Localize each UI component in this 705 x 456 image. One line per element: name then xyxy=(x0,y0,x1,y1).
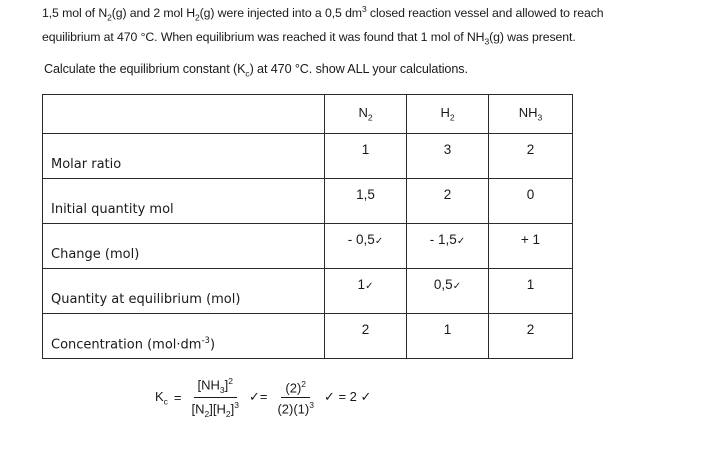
fraction-numerator: $(2)^2$ xyxy=(281,379,310,398)
fraction-denominator: $[N_2][H_2]^3$ xyxy=(191,399,239,419)
table-row-molar-ratio xyxy=(43,134,573,179)
header-blank xyxy=(43,95,325,134)
row-label: Quantity at equilibrium (mol) xyxy=(43,269,325,314)
cell-h2: 3 xyxy=(407,134,489,179)
cell-n2: 1,5 xyxy=(325,179,407,224)
kc-expression-fraction xyxy=(188,376,243,419)
q2-part: (g) was present. xyxy=(489,29,576,44)
table-row-initial-quantity xyxy=(43,179,573,224)
question-line-2 xyxy=(42,28,702,51)
q1-sub: 2 xyxy=(107,12,112,23)
row-label: Concentration $(mol\cdot dm^{-3})$ xyxy=(43,314,325,359)
kc-substitution-fraction xyxy=(273,379,318,417)
cell-h2: 2 xyxy=(407,179,489,224)
fraction-numerator: $[NH_3]^2$ xyxy=(194,376,237,398)
check-mark-icon: ✓ xyxy=(452,281,462,292)
q1-part: 1,5 mol of N xyxy=(42,6,108,21)
cell-nh3: 0 xyxy=(489,179,573,224)
cell-n2: 2 xyxy=(325,314,407,359)
row-label: Molar ratio xyxy=(43,134,325,179)
table-row-concentration xyxy=(43,314,573,359)
q2-part: equilibrium at 470 °C. When equilibrium was reached it was found that 1 mol of NH xyxy=(42,29,485,44)
q1-part: closed reaction vessel and allowed to reach xyxy=(366,6,604,21)
header-nh3: $NH_3$ xyxy=(489,95,573,134)
table-row-equilibrium-quantity xyxy=(43,269,573,314)
header-h2: $H_2$ xyxy=(407,95,489,134)
cell-nh3: 2 xyxy=(489,134,573,179)
cell-n2: 1 xyxy=(325,134,407,179)
cell-nh3: + 1 xyxy=(489,224,573,269)
equilibrium-table xyxy=(42,94,573,359)
cell-n2: - 0,5✓ xyxy=(325,224,407,269)
question-text xyxy=(42,0,702,51)
q1-sub: 2 xyxy=(195,12,200,23)
row-label: Change (mol) xyxy=(43,224,325,269)
instruction-text xyxy=(44,62,468,79)
table-row-change xyxy=(43,224,573,269)
instr-part: ) at 470 °C. show ALL your calculations. xyxy=(249,62,468,76)
q1-part: (g) and 2 mol H xyxy=(111,6,195,21)
q1-part: (g) were injected into a 0,5 dm xyxy=(199,6,362,21)
cell-h2: 0,5✓ xyxy=(407,269,489,314)
instr-part: Calculate the equilibrium constant (K xyxy=(44,62,246,76)
kc-symbol: $K_c$ xyxy=(155,388,168,407)
cell-h2: - 1,5✓ xyxy=(407,224,489,269)
equals-sign: = xyxy=(173,389,182,405)
q2-sub: 3 xyxy=(484,36,490,46)
check-mark-icon: ✓ xyxy=(374,236,384,247)
check-mark-icon: ✓ xyxy=(365,281,374,292)
fraction-denominator: $(2)(1)^3$ xyxy=(277,399,314,417)
result-text: ✓ = 2 ✓ xyxy=(323,389,372,405)
question-line-1 xyxy=(42,0,702,28)
cell-nh3: 2 xyxy=(489,314,573,359)
q1-sup: 3 xyxy=(361,4,367,14)
instr-sub: c xyxy=(245,68,250,79)
cell-h2: 1 xyxy=(407,314,489,359)
table-header-row xyxy=(43,95,573,134)
check-mark-icon: ✓ xyxy=(456,236,466,247)
cell-n2: 1✓ xyxy=(325,269,407,314)
check-mark-icon: ✓= xyxy=(248,389,268,405)
kc-calculation xyxy=(155,376,371,419)
cell-nh3: 1 xyxy=(489,269,573,314)
row-label: Initial quantity mol xyxy=(43,179,325,224)
header-n2: $N_2$ xyxy=(325,95,407,134)
